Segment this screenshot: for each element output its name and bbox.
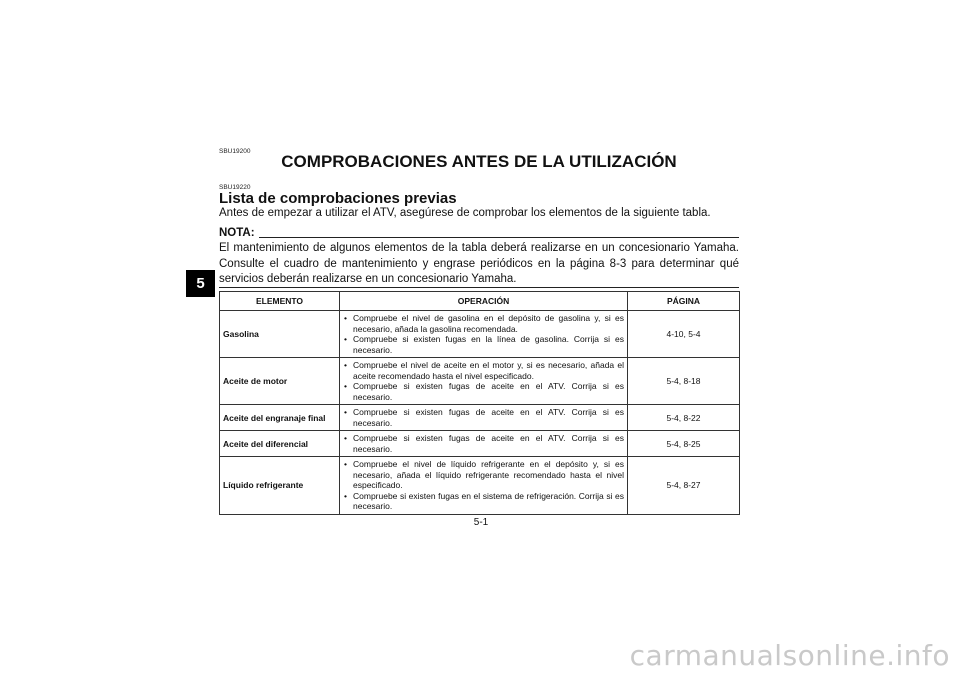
row-item: Aceite del diferencial (220, 431, 340, 457)
section-code-main: SBU19200 (219, 148, 251, 155)
intro-text: Antes de empezar a utilizar el ATV, asegúrese de comprobar los elementos de la siguiente tabla. (219, 207, 711, 219)
row-item: Aceite del engranaje final (220, 405, 340, 431)
operation-bullet: • Compruebe si existen fugas de aceite en el ATV. Corrija si es necesario. (343, 381, 624, 402)
table-row (220, 457, 740, 515)
row-page: 5-4, 8-18 (628, 358, 740, 405)
table-row (220, 431, 740, 457)
note-text: El mantenimiento de algunos elementos de la tabla deberá realizarse en un concesionario Yamaha. Consulte el cuadro de mantenimiento y engrase periódicos en la página 8-3 para determinar qué servicios deberán realizarse en un concesionario Yamaha. (219, 242, 739, 285)
section-title: Lista de comprobaciones previas (219, 190, 457, 207)
operation-bullet: • Compruebe el nivel de aceite en el motor y, si es necesario, añada el aceite recomendado hasta el nivel especificado. (343, 360, 624, 381)
table-row (220, 405, 740, 431)
note-rule (259, 237, 739, 238)
row-page: 4-10, 5-4 (628, 311, 740, 358)
header-operacion: OPERACIÓN (340, 292, 628, 311)
header-elemento: ELEMENTO (220, 292, 340, 311)
page-title: COMPROBACIONES ANTES DE LA UTILIZACIÓN (281, 152, 677, 171)
table-header-row (220, 292, 740, 311)
row-page: 5-4, 8-25 (628, 431, 740, 457)
checklist-table (219, 291, 740, 515)
note-label: NOTA: (219, 227, 255, 239)
page-number: 5-1 (473, 517, 489, 528)
row-item: Aceite de motor (220, 358, 340, 405)
row-operation (340, 431, 628, 457)
operation-bullet: • Compruebe si existen fugas en el sistema de refrigeración. Corrija si es necesario. (343, 491, 624, 512)
note-end-rule (219, 287, 739, 288)
section-code-sub: SBU19220 (219, 184, 251, 191)
row-operation (340, 358, 628, 405)
operation-bullet: • Compruebe el nivel de gasolina en el depósito de gasolina y, si es necesario, añada la gasolina recomendada. (343, 313, 624, 334)
row-operation (340, 405, 628, 431)
table-row (220, 358, 740, 405)
header-pagina: PÁGINA (628, 292, 740, 311)
watermark-text: carmanualsonline.info (629, 639, 950, 672)
row-page: 5-4, 8-22 (628, 405, 740, 431)
chapter-tab: 5 (186, 270, 215, 297)
operation-bullet: • Compruebe si existen fugas de aceite en el ATV. Corrija si es necesario. (343, 407, 624, 428)
row-item: Gasolina (220, 311, 340, 358)
note-header (219, 227, 739, 240)
operation-bullet: • Compruebe el nivel de líquido refrigerante en el depósito y, si es necesario, añada el líquido refrigerante recomendado hasta el nivel especificado. (343, 459, 624, 491)
row-operation (340, 457, 628, 515)
operation-bullet: • Compruebe si existen fugas de aceite en el ATV. Corrija si es necesario. (343, 433, 624, 454)
row-page: 5-4, 8-27 (628, 457, 740, 515)
row-item: Líquido refrigerante (220, 457, 340, 515)
operation-bullet: • Compruebe si existen fugas en la línea de gasolina. Corrija si es necesario. (343, 334, 624, 355)
table-row (220, 311, 740, 358)
row-operation (340, 311, 628, 358)
